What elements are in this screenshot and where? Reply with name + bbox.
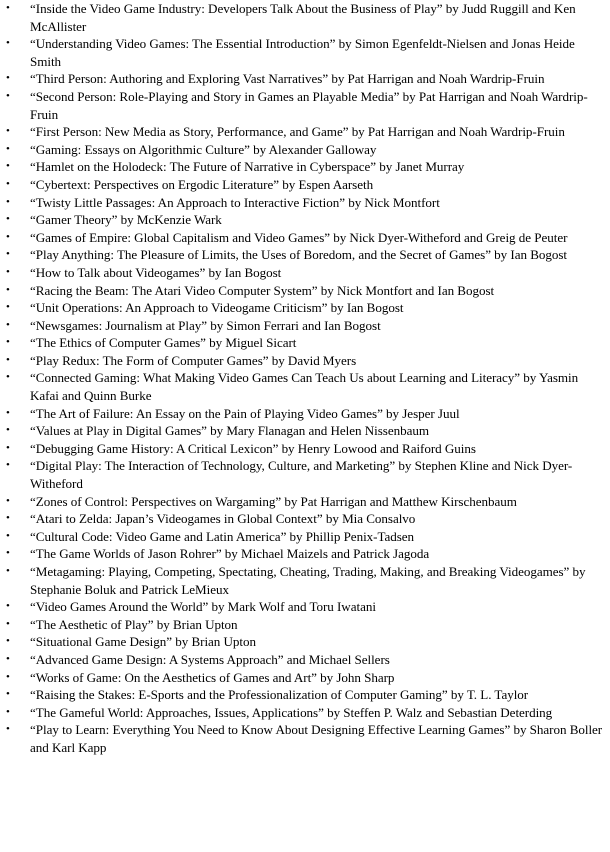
list-item-text: “Hamlet on the Holodeck: The Future of Narrative in Cyberspace” by Janet Murray bbox=[30, 159, 465, 175]
bullet-icon: • bbox=[6, 406, 10, 419]
list-item-text: “Gamer Theory” by McKenzie Wark bbox=[30, 212, 222, 228]
list-item-text: “Racing the Beam: The Atari Video Computer System” by Nick Montfort and Ian Bogost bbox=[30, 282, 495, 298]
bullet-icon: • bbox=[6, 371, 10, 384]
list-item bbox=[0, 510, 604, 528]
bullet-icon: • bbox=[6, 125, 10, 138]
list-item-text: “Debugging Game History: A Critical Lexicon” by Henry Lowood and Raiford Guins bbox=[30, 440, 476, 456]
list-item bbox=[0, 264, 604, 282]
bullet-icon: • bbox=[6, 336, 10, 349]
list-item-text: “Values at Play in Digital Games” by Mary Flanagan and Helen Nissenbaum bbox=[30, 423, 429, 439]
list-item-text: “Digital Play: The Interaction of Technology, Culture, and Marketing” by Stephen Kline and Nick Dyer-Witheford bbox=[30, 458, 573, 492]
list-item bbox=[0, 721, 604, 756]
list-item bbox=[0, 616, 604, 634]
bullet-icon: • bbox=[6, 195, 10, 208]
list-item-text: “Connected Gaming: What Making Video Games Can Teach Us about Learning and Literacy” by Yasmin Kafai and Quinn Burke bbox=[30, 370, 579, 404]
bullet-icon: • bbox=[6, 318, 10, 331]
list-item-text: “Games of Empire: Global Capitalism and Video Games” by Nick Dyer-Witheford and Greig de Peuter bbox=[30, 229, 568, 245]
list-item-text: “Metagaming: Playing, Competing, Spectating, Cheating, Trading, Making, and Breaking Videogames” by Stephanie Boluk and Patrick LeMieux bbox=[30, 564, 586, 597]
bullet-icon: • bbox=[6, 142, 10, 155]
list-item bbox=[0, 669, 604, 687]
bullet-icon: • bbox=[6, 688, 10, 701]
list-item bbox=[0, 158, 604, 176]
list-item bbox=[0, 651, 604, 669]
bullet-icon: • bbox=[6, 670, 10, 683]
list-item-text: “Understanding Video Games: The Essential Introduction” by Simon Egenfeldt-Nielsen and Jonas Heide Smith bbox=[30, 36, 575, 69]
list-item-text: “Atari to Zelda: Japan’s Videogames in Global Context” by Mia Consalvo bbox=[30, 511, 416, 527]
list-item bbox=[0, 229, 604, 247]
list-item bbox=[0, 176, 604, 194]
list-item bbox=[0, 282, 604, 300]
list-item-text: “Third Person: Authoring and Exploring Vast Narratives” by Pat Harrigan and Noah Wardrip-Fruin bbox=[30, 71, 545, 87]
list-item-text: “The Game Worlds of Jason Rohrer” by Michael Maizels and Patrick Jagoda bbox=[30, 546, 430, 562]
bullet-icon: • bbox=[6, 353, 10, 366]
list-item-text: “How to Talk about Videogames” by Ian Bogost bbox=[30, 264, 282, 280]
list-item bbox=[0, 211, 604, 229]
list-item bbox=[0, 35, 604, 70]
bullet-icon: • bbox=[6, 248, 10, 261]
list-item-text: “The Aesthetic of Play” by Brian Upton bbox=[30, 616, 238, 632]
list-item-text: “Cultural Code: Video Game and Latin America” by Phillip Penix-Tadsen bbox=[30, 528, 415, 544]
bullet-icon: • bbox=[6, 72, 10, 85]
bullet-icon: • bbox=[6, 301, 10, 314]
list-item bbox=[0, 440, 604, 458]
list-item bbox=[0, 88, 604, 123]
list-item bbox=[0, 686, 604, 704]
list-item-text: “Unit Operations: An Approach to Videogame Criticism” by Ian Bogost bbox=[30, 300, 404, 316]
bullet-icon: • bbox=[6, 652, 10, 665]
bullet-icon: • bbox=[6, 230, 10, 243]
bullet-icon: • bbox=[6, 265, 10, 278]
list-item bbox=[0, 352, 604, 370]
bullet-icon: • bbox=[6, 512, 10, 525]
bullet-icon: • bbox=[6, 705, 10, 718]
list-item-text: “The Art of Failure: An Essay on the Pain of Playing Video Games” by Jesper Juul bbox=[30, 405, 460, 421]
list-item bbox=[0, 70, 604, 88]
bullet-icon: • bbox=[6, 160, 10, 173]
list-item bbox=[0, 528, 604, 546]
bullet-icon: • bbox=[6, 37, 10, 50]
list-item-text: “Raising the Stakes: E-Sports and the Professionalization of Computer Gaming” by T. L. Taylor bbox=[30, 687, 529, 703]
list-item bbox=[0, 405, 604, 423]
bullet-icon: • bbox=[6, 89, 10, 102]
bullet-icon: • bbox=[6, 547, 10, 560]
bullet-icon: • bbox=[6, 283, 10, 296]
list-item bbox=[0, 493, 604, 511]
list-item-text: “Cybertext: Perspectives on Ergodic Literature” by Espen Aarseth bbox=[30, 176, 374, 192]
list-item-text: “Advanced Game Design: A Systems Approach” and Michael Sellers bbox=[30, 651, 390, 667]
list-item-text: “Twisty Little Passages: An Approach to Interactive Fiction” by Nick Montfort bbox=[30, 194, 440, 210]
bullet-icon: • bbox=[6, 529, 10, 542]
bullet-icon: • bbox=[6, 441, 10, 454]
list-item bbox=[0, 246, 604, 264]
list-item bbox=[0, 563, 604, 598]
list-item bbox=[0, 299, 604, 317]
bullet-icon: • bbox=[6, 565, 10, 577]
bullet-icon: • bbox=[6, 213, 10, 226]
list-item bbox=[0, 422, 604, 440]
list-item-text: “Inside the Video Game Industry: Developers Talk About the Business of Play” by Judd Ruggill and Ken McAllister bbox=[30, 1, 576, 34]
list-item bbox=[0, 598, 604, 616]
list-item-text: “Newsgames: Journalism at Play” by Simon Ferrari and Ian Bogost bbox=[30, 317, 381, 333]
list-item-text: “Play to Learn: Everything You Need to Know About Designing Effective Learning Games” by Sharon Boller and Karl Kapp bbox=[30, 722, 603, 755]
list-item-text: “First Person: New Media as Story, Performance, and Game” by Pat Harrigan and Noah Wardrip-Fruin bbox=[30, 124, 565, 140]
bullet-icon: • bbox=[6, 177, 10, 190]
list-item-text: “Gaming: Essays on Algorithmic Culture” by Alexander Galloway bbox=[30, 141, 377, 157]
bullet-icon: • bbox=[6, 494, 10, 507]
bullet-icon: • bbox=[6, 2, 10, 14]
bullet-icon: • bbox=[6, 723, 10, 736]
list-item bbox=[0, 633, 604, 651]
list-item bbox=[0, 317, 604, 335]
list-item bbox=[0, 334, 604, 352]
list-item bbox=[0, 141, 604, 159]
list-item bbox=[0, 369, 604, 404]
list-item-text: “Works of Game: On the Aesthetics of Games and Art” by John Sharp bbox=[30, 669, 395, 685]
list-item-text: “Play Redux: The Form of Computer Games” by David Myers bbox=[30, 352, 357, 368]
list-item-text: “Zones of Control: Perspectives on Wargaming” by Pat Harrigan and Matthew Kirschenbaum bbox=[30, 493, 517, 509]
list-item-text: “Play Anything: The Pleasure of Limits, the Uses of Boredom, and the Secret of Games” by Ian Bogost bbox=[30, 247, 568, 263]
list-item bbox=[0, 0, 604, 35]
list-item-text: “The Gameful World: Approaches, Issues, Applications” by Steffen P. Walz and Sebastian Deterding bbox=[30, 704, 553, 720]
list-item-text: “Situational Game Design” by Brian Upton bbox=[30, 634, 257, 650]
bullet-icon: • bbox=[6, 617, 10, 630]
list-item bbox=[0, 194, 604, 212]
list-item bbox=[0, 123, 604, 141]
list-item-text: “Video Games Around the World” by Mark Wolf and Toru Iwatani bbox=[30, 599, 376, 615]
list-item-text: “Second Person: Role-Playing and Story in Games an Playable Media” by Pat Harrigan and Noah Wardrip-Fruin bbox=[30, 88, 588, 122]
bullet-icon: • bbox=[6, 424, 10, 437]
list-item-text: “The Ethics of Computer Games” by Miguel Sicart bbox=[30, 335, 297, 351]
bullet-icon: • bbox=[6, 600, 10, 613]
bullet-icon: • bbox=[6, 635, 10, 648]
bullet-icon: • bbox=[6, 459, 10, 472]
list-item bbox=[0, 704, 604, 722]
list-item bbox=[0, 545, 604, 563]
list-item bbox=[0, 457, 604, 492]
